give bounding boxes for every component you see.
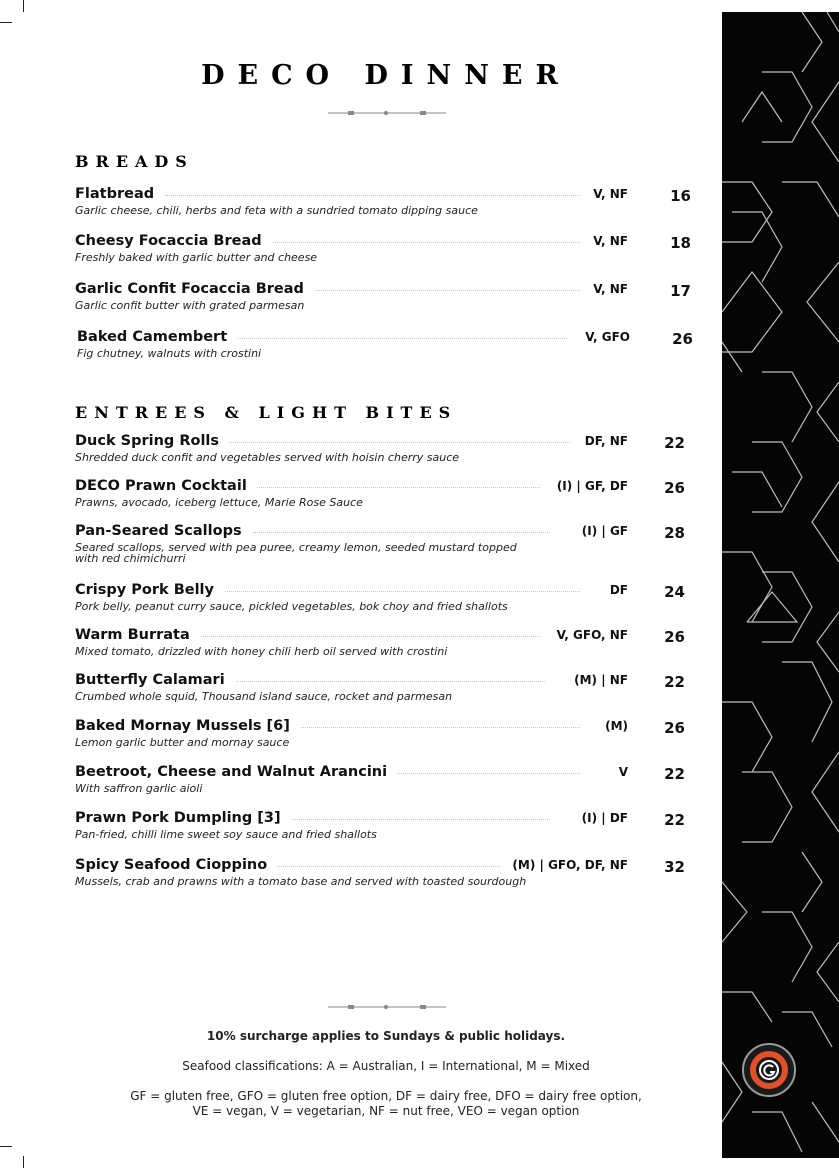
menu-item	[75, 478, 700, 508]
item-description: Freshly baked with garlic butter and cheese	[75, 251, 318, 264]
item-price: 17	[670, 282, 691, 300]
item-dietary: DF, NF	[577, 434, 628, 448]
item-name: Duck Spring Rolls	[75, 433, 229, 449]
menu-item	[75, 810, 700, 840]
item-dietary: (M) | GFO, DF, NF	[504, 858, 628, 872]
item-name: Spicy Seafood Cioppino	[75, 857, 277, 873]
menu-item	[75, 281, 700, 311]
section-title-entrees: ENTREES & LIGHT BITES	[75, 403, 458, 422]
ornament-divider	[328, 1002, 446, 1012]
item-price: 22	[664, 434, 685, 452]
item-description: Pork belly, peanut curry sauce, pickled vegetables, bok choy and fried shallots	[75, 600, 508, 613]
item-price: 18	[670, 234, 691, 252]
item-dietary: V, GFO, NF	[549, 628, 628, 642]
item-price: 26	[664, 719, 685, 737]
item-dietary: (M)	[597, 719, 628, 733]
menu-item	[75, 718, 700, 748]
item-description: Fig chutney, walnuts with crostini	[77, 347, 262, 360]
dot-leader	[275, 727, 580, 728]
crop-mark	[23, 1156, 24, 1168]
menu-item	[77, 329, 702, 359]
item-name: Cheesy Focaccia Bread	[75, 233, 272, 249]
item-dietary: V, NF	[585, 234, 628, 248]
crop-mark	[23, 0, 24, 12]
item-dietary: (M) | NF	[566, 673, 628, 687]
item-description: Garlic cheese, chili, herbs and feta with a sundried tomato dipping sauce	[75, 204, 478, 217]
item-name: Beetroot, Cheese and Walnut Arancini	[75, 764, 397, 780]
dot-leader	[210, 591, 580, 592]
menu-item	[75, 764, 700, 794]
menu-item	[75, 523, 700, 568]
dot-leader	[270, 866, 500, 867]
surcharge-notice: 10% surcharge applies to Sundays & public holidays.	[206, 1029, 566, 1043]
item-dietary: (I) | GF, DF	[549, 479, 628, 493]
menu-item	[75, 582, 700, 612]
item-description: Mixed tomato, drizzled with honey chili herb oil served with crostini	[75, 645, 448, 658]
dot-leader	[215, 681, 545, 682]
item-name: Baked Mornay Mussels [6]	[75, 718, 300, 734]
menu-item	[75, 857, 700, 887]
item-description: Prawns, avocado, iceberg lettuce, Marie Rose Sauce	[75, 496, 363, 509]
item-price: 22	[664, 673, 685, 691]
crop-mark	[0, 1146, 12, 1147]
item-price: 28	[664, 524, 685, 542]
dot-leader	[227, 338, 567, 339]
dot-leader	[255, 242, 580, 243]
dot-leader	[230, 532, 550, 533]
item-description: Crumbed whole squid, Thousand island sauce, rocket and parmesan	[75, 690, 453, 703]
item-price: 22	[664, 811, 685, 829]
item-price: 24	[664, 583, 685, 601]
item-description: With saffron garlic aioli	[75, 782, 203, 795]
dot-leader	[240, 487, 540, 488]
menu-item	[75, 186, 700, 216]
item-name: Butterfly Calamari	[75, 672, 235, 688]
dot-leader	[160, 195, 580, 196]
item-name: Baked Camembert	[77, 329, 237, 345]
item-name: DECO Prawn Cocktail	[75, 478, 257, 494]
item-name: Prawn Pork Dumpling [3]	[75, 810, 291, 826]
dot-leader	[190, 636, 540, 637]
item-price: 26	[664, 628, 685, 646]
seafood-classifications: Seafood classifications: A = Australian, I = International, M = Mixed	[182, 1059, 590, 1073]
crop-mark	[0, 22, 12, 23]
item-description: Shredded duck confit and vegetables served with hoisin cherry sauce	[75, 451, 460, 464]
item-price: 26	[672, 330, 693, 348]
dot-leader	[365, 773, 580, 774]
menu-item	[75, 233, 700, 263]
item-price: 16	[670, 187, 691, 205]
item-name: Flatbread	[75, 186, 164, 202]
menu-item	[75, 672, 700, 702]
menu-title: DECO DINNER	[201, 60, 571, 91]
dot-leader	[220, 442, 570, 443]
item-description: Garlic confit butter with grated parmesan	[75, 299, 305, 312]
item-price: 32	[664, 858, 685, 876]
item-dietary: V, NF	[585, 187, 628, 201]
item-description: Lemon garlic butter and mornay sauce	[75, 736, 290, 749]
item-price: 22	[664, 765, 685, 783]
item-name: Warm Burrata	[75, 627, 200, 643]
item-dietary: (I) | GF	[574, 524, 628, 538]
item-dietary: DF	[602, 583, 628, 597]
item-description: Seared scallops, served with pea puree, creamy lemon, seeded mustard topped with red chimichurri	[75, 541, 517, 565]
dot-leader	[295, 290, 580, 291]
dietary-legend-line2: VE = vegan, V = vegetarian, NF = nut free, VEO = vegan option	[192, 1104, 580, 1118]
section-title-breads: BREADS	[75, 152, 194, 171]
dot-leader	[270, 819, 550, 820]
item-dietary: V, NF	[585, 282, 628, 296]
item-dietary: V	[611, 765, 628, 779]
item-name: Crispy Pork Belly	[75, 582, 224, 598]
item-description: Mussels, crab and prawns with a tomato base and served with toasted sourdough	[75, 875, 527, 888]
ornament-divider	[328, 108, 446, 118]
item-dietary: (I) | DF	[574, 811, 628, 825]
dietary-legend-line1: GF = gluten free, GFO = gluten free option, DF = dairy free, DFO = dairy free option,	[130, 1089, 642, 1103]
menu-item	[75, 433, 700, 463]
decorative-pattern-band	[722, 12, 839, 1158]
item-description: Pan-fried, chilli lime sweet soy sauce and fried shallots	[75, 828, 377, 841]
item-price: 26	[664, 479, 685, 497]
item-name: Garlic Confit Focaccia Bread	[75, 281, 314, 297]
menu-item	[75, 627, 700, 657]
item-name: Pan-Seared Scallops	[75, 523, 252, 539]
item-dietary: V, GFO	[577, 330, 630, 344]
